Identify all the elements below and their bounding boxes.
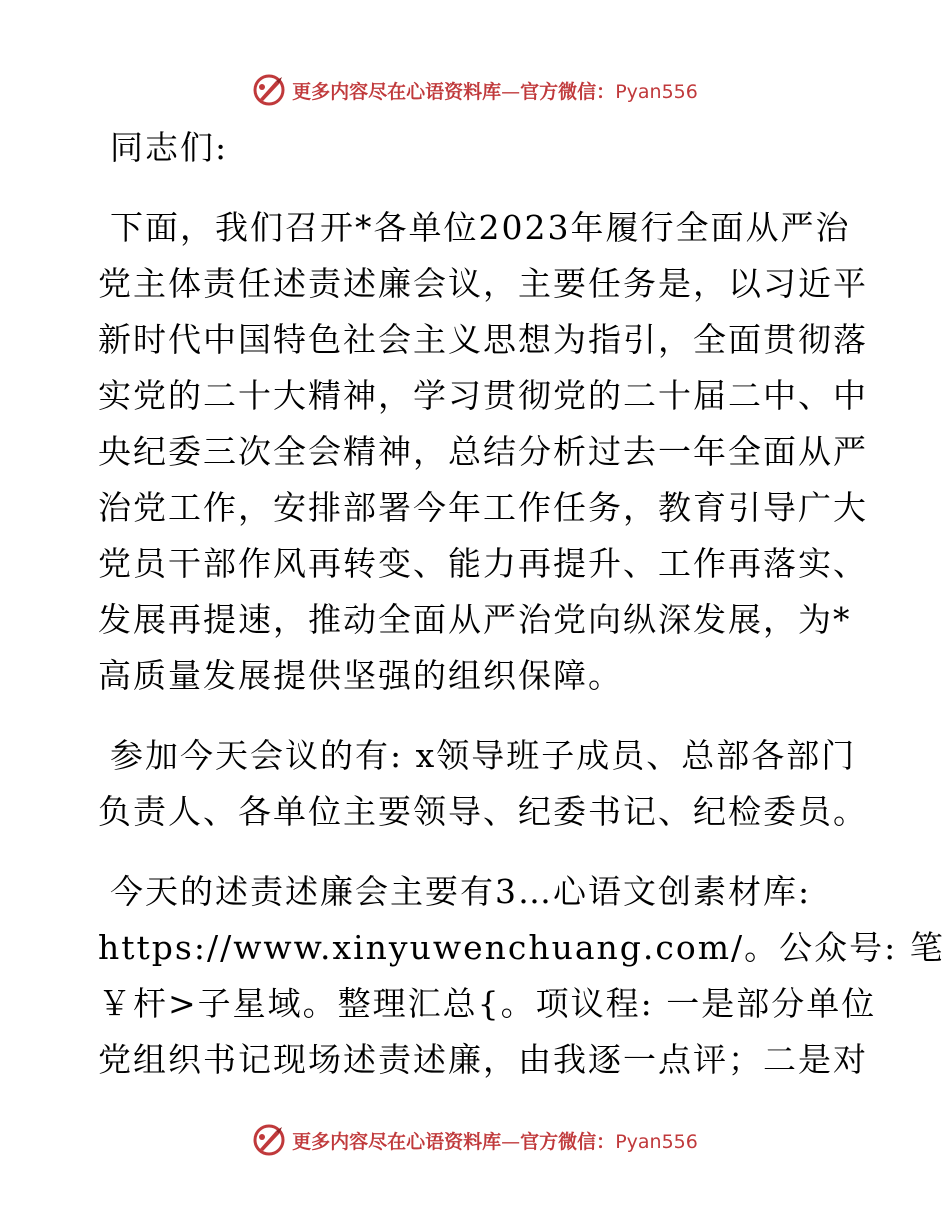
text-line: 党组织书记现场述责述廉，由我逐一点评；二是对 bbox=[98, 1040, 868, 1079]
text-line: 负责人、各单位主要领导、纪委书记、纪检委员。 bbox=[98, 792, 868, 831]
quill-pen-logo-icon bbox=[252, 1123, 286, 1157]
paragraph-intro bbox=[98, 200, 868, 704]
banner-text: 更多内容尽在心语资料库—官方微信：Pyan556 bbox=[292, 80, 698, 103]
text-line: 党员干部作风再转变、能力再提升、工作再落实、 bbox=[98, 544, 868, 583]
header-banner bbox=[0, 70, 950, 110]
document-body bbox=[98, 120, 945, 1088]
paragraph-agenda bbox=[98, 864, 945, 1088]
text-line: 今天的述责述廉会主要有3…心语文创素材库: bbox=[110, 872, 812, 911]
text-line: 高质量发展提供坚强的组织保障。 bbox=[98, 656, 623, 695]
text-line: 新时代中国特色社会主义思想为指引，全面贯彻落 bbox=[98, 320, 868, 359]
text-line: 参加今天会议的有: x领导班子成员、总部各部门 bbox=[110, 736, 857, 775]
text-line: ￥杆>子星域。整理汇总{。项议程: 一是部分单位 bbox=[98, 984, 877, 1023]
footer-banner bbox=[0, 1120, 950, 1160]
text-line: 发展再提速，推动全面从严治党向纵深发展，为* bbox=[98, 600, 852, 639]
wechat-id: Pyan556 bbox=[615, 80, 698, 103]
salutation: 同志们: bbox=[110, 128, 229, 167]
wechat-id: Pyan556 bbox=[615, 1130, 698, 1153]
text-line: 央纪委三次全会精神，总结分析过去一年全面从严 bbox=[98, 432, 868, 471]
text-line: 治党工作，安排部署今年工作任务，教育引导广大 bbox=[98, 488, 868, 527]
quill-pen-logo-icon bbox=[252, 73, 286, 107]
text-line-url: https://www.xinyuwenchuang.com/。公众号: 笔 bbox=[98, 928, 945, 967]
text-line: 党主体责任述责述廉会议，主要任务是，以习近平 bbox=[98, 264, 868, 303]
paragraph-attendees bbox=[98, 728, 868, 840]
text-line: 下面，我们召开*各单位2023年履行全面从严治 bbox=[110, 208, 851, 247]
banner-text: 更多内容尽在心语资料库—官方微信：Pyan556 bbox=[292, 1130, 698, 1153]
text-line: 实党的二十大精神，学习贯彻党的二十届二中、中 bbox=[98, 376, 868, 415]
